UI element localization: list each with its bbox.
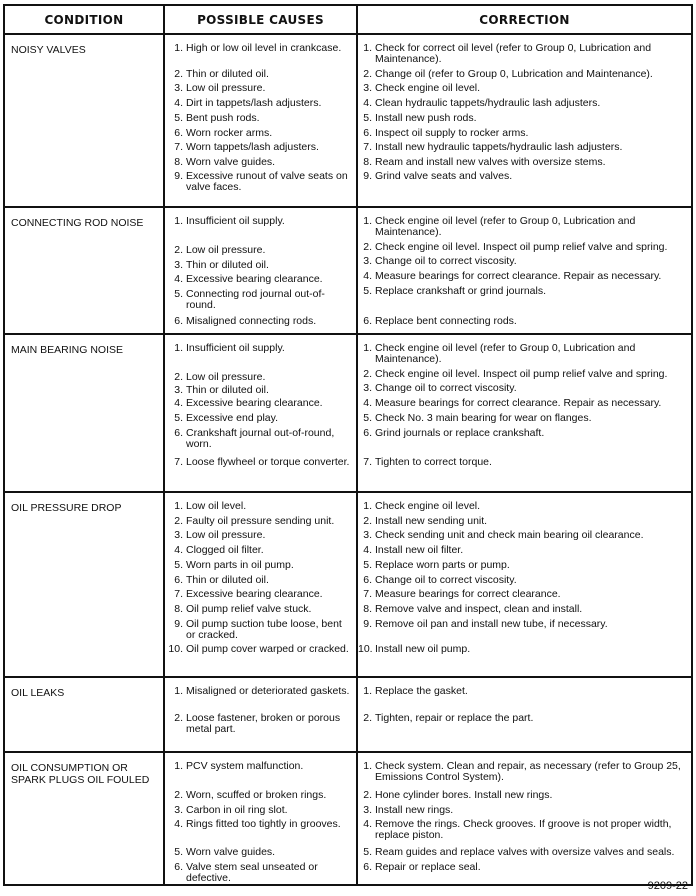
correction-item	[358, 286, 689, 297]
cause-item	[165, 686, 354, 697]
correction-number: 7.	[363, 588, 372, 600]
correction-number: 6.	[363, 127, 372, 139]
correction-text: Remove oil pan and install new tube, if necessary.	[375, 618, 608, 630]
cause-text: Excessive bearing clearance.	[186, 588, 323, 600]
cause-item	[165, 245, 354, 256]
cause-number: 7.	[174, 456, 183, 468]
correction-number: 1.	[363, 685, 372, 697]
header-causes: POSSIBLE CAUSES	[164, 5, 357, 34]
cause-item	[165, 83, 354, 94]
cause-item	[165, 604, 354, 615]
cause-number: 1.	[174, 342, 183, 354]
correction-number: 5.	[363, 846, 372, 858]
correction-item	[358, 847, 689, 858]
cause-item	[165, 260, 354, 271]
correction-number: 1.	[363, 342, 372, 354]
cause-text: Oil pump cover warped or cracked.	[186, 643, 349, 655]
cause-item	[165, 847, 354, 858]
cause-number: 4.	[174, 273, 183, 285]
cause-text: Thin or diluted oil.	[186, 259, 269, 271]
cause-item	[165, 216, 354, 227]
cause-item	[165, 128, 354, 139]
condition-cell: OIL PRESSURE DROP	[4, 492, 164, 677]
correction-text: Grind valve seats and valves.	[375, 170, 513, 182]
correction-text: Measure bearings for correct clearance.	[375, 588, 561, 600]
cause-text: Low oil pressure.	[186, 82, 266, 94]
correction-number: 1.	[363, 215, 372, 227]
cause-number: 2.	[174, 789, 183, 801]
correction-item	[358, 343, 689, 365]
correction-number: 8.	[363, 156, 372, 168]
cause-text: Excessive bearing clearance.	[186, 397, 323, 409]
cause-item	[165, 516, 354, 527]
correction-number: 2.	[363, 789, 372, 801]
cause-item	[165, 372, 354, 383]
correction-number: 2.	[363, 368, 372, 380]
cause-number: 5.	[174, 846, 183, 858]
correction-text: Repair or replace seal.	[375, 861, 481, 873]
correction-text: Install new sending unit.	[375, 515, 488, 527]
cause-number: 2.	[174, 244, 183, 256]
cause-number: 2.	[174, 371, 183, 383]
figure-number: 9209-22	[647, 880, 688, 892]
cause-number: 1.	[174, 215, 183, 227]
correction-text: Check sending unit and check main bearing oil clearance.	[375, 529, 644, 541]
correction-item	[358, 644, 689, 655]
cause-item	[165, 98, 354, 109]
correction-item	[358, 69, 689, 80]
cause-text: Low oil pressure.	[186, 529, 266, 541]
cause-item	[165, 560, 354, 571]
correction-number: 3.	[363, 382, 372, 394]
correction-text: Check engine oil level.	[375, 82, 481, 94]
correction-item	[358, 142, 689, 153]
condition-cell: OIL LEAKS	[4, 677, 164, 752]
cause-item	[165, 501, 354, 512]
cause-item	[165, 69, 354, 80]
correction-item	[358, 530, 689, 541]
correction-text: Check engine oil level (refer to Group 0, Lubrication and Maintenance).	[375, 215, 636, 238]
cause-item	[165, 805, 354, 816]
header-row	[4, 5, 692, 34]
correction-item	[358, 604, 689, 615]
cause-text: Connecting rod journal out-of-round.	[186, 288, 325, 311]
correction-number: 4.	[363, 818, 372, 830]
correction-text: Check engine oil level (refer to Group 0, Lubrication and Maintenance).	[375, 342, 636, 365]
correction-number: 6.	[363, 861, 372, 873]
header-condition: CONDITION	[4, 5, 164, 34]
correction-item	[358, 589, 689, 600]
correction-number: 6.	[363, 574, 372, 586]
cause-item	[165, 43, 354, 54]
cause-number: 1.	[174, 42, 183, 54]
correction-number: 3.	[363, 804, 372, 816]
correction-cell	[357, 334, 692, 492]
cause-text: Low oil level.	[186, 500, 247, 512]
correction-number: 6.	[363, 427, 372, 439]
correction-text: Measure bearings for correct clearance. Repair as necessary.	[375, 397, 662, 409]
cause-text: Thin or diluted oil.	[186, 574, 269, 586]
correction-text: Change oil to correct viscosity.	[375, 574, 517, 586]
correction-text: Clean hydraulic tappets/hydraulic lash adjusters.	[375, 97, 601, 109]
cause-text: Excessive runout of valve seats on valve faces.	[186, 170, 348, 193]
correction-cell	[357, 492, 692, 677]
cause-text: Rings fitted too tightly in grooves.	[186, 818, 341, 830]
cause-number: 7.	[174, 141, 183, 153]
correction-text: Remove valve and inspect, clean and install.	[375, 603, 583, 615]
causes-cell	[164, 752, 357, 885]
causes-cell	[164, 34, 357, 207]
correction-text: Grind journals or replace crankshaft.	[375, 427, 545, 439]
correction-item	[358, 369, 689, 380]
cause-number: 3.	[174, 529, 183, 541]
cause-number: 6.	[174, 574, 183, 586]
cause-item	[165, 428, 354, 450]
correction-text: Replace bent connecting rods.	[375, 315, 517, 327]
correction-number: 3.	[363, 82, 372, 94]
cause-text: Valve stem seal unseated or defective.	[186, 861, 318, 884]
cause-item	[165, 413, 354, 424]
cause-number: 2.	[174, 712, 183, 724]
correction-item	[358, 383, 689, 394]
correction-text: Check engine oil level.	[375, 500, 481, 512]
cause-text: Thin or diluted oil.	[186, 384, 269, 396]
correction-text: Hone cylinder bores. Install new rings.	[375, 789, 553, 801]
correction-text: Tighten to correct torque.	[375, 456, 492, 468]
correction-text: Install new hydraulic tappets/hydraulic lash adjusters.	[375, 141, 623, 153]
cause-number: 10.	[168, 643, 183, 655]
table-row	[4, 334, 692, 492]
correction-number: 4.	[363, 97, 372, 109]
cause-text: Low oil pressure.	[186, 371, 266, 383]
correction-text: Remove the rings. Check grooves. If groove is not proper width, replace piston.	[375, 818, 672, 841]
cause-number: 1.	[174, 685, 183, 697]
cause-text: Carbon in oil ring slot.	[186, 804, 288, 816]
cause-item	[165, 862, 354, 884]
correction-item	[358, 501, 689, 512]
correction-item	[358, 713, 689, 724]
correction-number: 4.	[363, 397, 372, 409]
cause-item	[165, 343, 354, 354]
correction-number: 4.	[363, 544, 372, 556]
table-row	[4, 677, 692, 752]
causes-cell	[164, 334, 357, 492]
condition-cell: OIL CONSUMPTION OR SPARK PLUGS OIL FOULED	[4, 752, 164, 885]
correction-number: 2.	[363, 68, 372, 80]
correction-text: Ream and install new valves with oversize stems.	[375, 156, 606, 168]
cause-item	[165, 142, 354, 153]
cause-text: Worn rocker arms.	[186, 127, 273, 139]
correction-number: 3.	[363, 255, 372, 267]
cause-text: Oil pump suction tube loose, bent or cracked.	[186, 618, 342, 641]
cause-text: Insufficient oil supply.	[186, 342, 285, 354]
correction-number: 7.	[363, 456, 372, 468]
correction-number: 5.	[363, 559, 372, 571]
cause-item	[165, 790, 354, 801]
cause-number: 1.	[174, 760, 183, 772]
cause-number: 3.	[174, 82, 183, 94]
correction-number: 1.	[363, 500, 372, 512]
cause-number: 7.	[174, 588, 183, 600]
correction-text: Install new oil filter.	[375, 544, 464, 556]
correction-number: 3.	[363, 529, 372, 541]
cause-text: Misaligned or deteriorated gaskets.	[186, 685, 350, 697]
cause-text: Insufficient oil supply.	[186, 215, 285, 227]
cause-number: 5.	[174, 112, 183, 124]
correction-number: 1.	[363, 760, 372, 772]
cause-item	[165, 575, 354, 586]
correction-number: 9.	[363, 618, 372, 630]
cause-item	[165, 398, 354, 409]
cause-text: Oil pump relief valve stuck.	[186, 603, 312, 615]
cause-item	[165, 157, 354, 168]
cause-item	[165, 316, 354, 327]
correction-text: Check for correct oil level (refer to Group 0, Lubrication and Maintenance).	[375, 42, 652, 65]
cause-text: Loose fastener, broken or porous metal part.	[186, 712, 341, 735]
correction-text: Change oil to correct viscosity.	[375, 382, 517, 394]
cause-number: 2.	[174, 515, 183, 527]
cause-text: Worn, scuffed or broken rings.	[186, 789, 327, 801]
correction-cell	[357, 677, 692, 752]
correction-item	[358, 545, 689, 556]
correction-item	[358, 761, 689, 783]
cause-text: Crankshaft journal out-of-round, worn.	[186, 427, 335, 450]
cause-number: 5.	[174, 412, 183, 424]
cause-item	[165, 274, 354, 285]
correction-text: Change oil (refer to Group 0, Lubrication and Maintenance).	[375, 68, 653, 80]
correction-item	[358, 171, 689, 182]
cause-text: Thin or diluted oil.	[186, 68, 269, 80]
cause-text: High or low oil level in crankcase.	[186, 42, 342, 54]
cause-number: 6.	[174, 427, 183, 439]
cause-item	[165, 530, 354, 541]
cause-item	[165, 113, 354, 124]
cause-item	[165, 457, 354, 468]
correction-item	[358, 128, 689, 139]
cause-item	[165, 761, 354, 772]
correction-text: Check No. 3 main bearing for wear on flanges.	[375, 412, 592, 424]
cause-text: Loose flywheel or torque converter.	[186, 456, 350, 468]
diagnosis-table	[3, 4, 693, 886]
correction-text: Install new push rods.	[375, 112, 477, 124]
cause-item	[165, 713, 354, 735]
correction-number: 8.	[363, 603, 372, 615]
cause-number: 6.	[174, 861, 183, 873]
cause-text: Clogged oil filter.	[186, 544, 264, 556]
correction-item	[358, 862, 689, 873]
correction-number: 2.	[363, 241, 372, 253]
correction-cell	[357, 207, 692, 334]
cause-number: 3.	[174, 384, 183, 396]
correction-item	[358, 428, 689, 439]
correction-item	[358, 790, 689, 801]
correction-text: Check engine oil level. Inspect oil pump relief valve and spring.	[375, 241, 668, 253]
cause-text: Misaligned connecting rods.	[186, 315, 317, 327]
correction-text: Inspect oil supply to rocker arms.	[375, 127, 529, 139]
cause-text: Worn valve guides.	[186, 846, 276, 858]
correction-text: Ream guides and replace valves with oversize valves and seals.	[375, 846, 675, 858]
correction-number: 6.	[363, 315, 372, 327]
cause-number: 5.	[174, 288, 183, 300]
cause-number: 6.	[174, 127, 183, 139]
causes-cell	[164, 207, 357, 334]
cause-item	[165, 545, 354, 556]
header-correction: CORRECTION	[357, 5, 692, 34]
table-row	[4, 34, 692, 207]
cause-text: Bent push rods.	[186, 112, 260, 124]
correction-item	[358, 686, 689, 697]
cause-number: 1.	[174, 500, 183, 512]
correction-text: Install new rings.	[375, 804, 454, 816]
correction-item	[358, 560, 689, 571]
correction-number: 7.	[363, 141, 372, 153]
correction-cell	[357, 752, 692, 885]
correction-number: 4.	[363, 270, 372, 282]
correction-number: 5.	[363, 412, 372, 424]
cause-text: Faulty oil pressure sending unit.	[186, 515, 335, 527]
correction-text: Check system. Clean and repair, as necessary (refer to Group 25, Emissions Control System).	[375, 760, 681, 783]
cause-text: Low oil pressure.	[186, 244, 266, 256]
correction-item	[358, 619, 689, 630]
correction-number: 2.	[363, 712, 372, 724]
cause-item	[165, 644, 354, 655]
cause-item	[165, 589, 354, 600]
cause-number: 3.	[174, 804, 183, 816]
cause-number: 6.	[174, 315, 183, 327]
cause-number: 5.	[174, 559, 183, 571]
cause-number: 4.	[174, 818, 183, 830]
correction-item	[358, 819, 689, 841]
correction-number: 10.	[358, 643, 373, 655]
cause-text: PCV system malfunction.	[186, 760, 304, 772]
correction-cell	[357, 34, 692, 207]
correction-item	[358, 242, 689, 253]
correction-item	[358, 256, 689, 267]
causes-cell	[164, 492, 357, 677]
correction-item	[358, 113, 689, 124]
cause-text: Dirt in tappets/lash adjusters.	[186, 97, 322, 109]
correction-item	[358, 575, 689, 586]
correction-text: Measure bearings for correct clearance. Repair as necessary.	[375, 270, 662, 282]
correction-text: Replace the gasket.	[375, 685, 468, 697]
correction-item	[358, 271, 689, 282]
correction-text: Replace crankshaft or grind journals.	[375, 285, 547, 297]
correction-item	[358, 398, 689, 409]
cause-number: 2.	[174, 68, 183, 80]
condition-cell: CONNECTING ROD NOISE	[4, 207, 164, 334]
correction-text: Check engine oil level. Inspect oil pump relief valve and spring.	[375, 368, 668, 380]
cause-number: 3.	[174, 259, 183, 271]
correction-item	[358, 316, 689, 327]
cause-number: 8.	[174, 603, 183, 615]
cause-item	[165, 619, 354, 641]
cause-number: 8.	[174, 156, 183, 168]
table-row	[4, 752, 692, 885]
cause-text: Worn tappets/lash adjusters.	[186, 141, 319, 153]
correction-item	[358, 413, 689, 424]
correction-item	[358, 516, 689, 527]
cause-number: 4.	[174, 544, 183, 556]
cause-item	[165, 819, 354, 830]
correction-text: Tighten, repair or replace the part.	[375, 712, 534, 724]
correction-number: 1.	[363, 42, 372, 54]
cause-text: Excessive bearing clearance.	[186, 273, 323, 285]
correction-number: 9.	[363, 170, 372, 182]
correction-text: Change oil to correct viscosity.	[375, 255, 517, 267]
condition-cell: MAIN BEARING NOISE	[4, 334, 164, 492]
cause-item	[165, 171, 354, 193]
correction-item	[358, 83, 689, 94]
correction-item	[358, 157, 689, 168]
condition-cell: NOISY VALVES	[4, 34, 164, 207]
table-row	[4, 207, 692, 334]
cause-number: 4.	[174, 97, 183, 109]
correction-item	[358, 457, 689, 468]
correction-number: 5.	[363, 285, 372, 297]
correction-text: Replace worn parts or pump.	[375, 559, 510, 571]
correction-item	[358, 805, 689, 816]
cause-item	[165, 289, 354, 311]
correction-number: 2.	[363, 515, 372, 527]
correction-text: Install new oil pump.	[375, 643, 471, 655]
correction-number: 5.	[363, 112, 372, 124]
cause-text: Worn valve guides.	[186, 156, 276, 168]
cause-item	[165, 385, 354, 396]
table-row	[4, 492, 692, 677]
correction-item	[358, 98, 689, 109]
correction-item	[358, 216, 689, 238]
cause-text: Worn parts in oil pump.	[186, 559, 294, 571]
cause-number: 9.	[174, 170, 183, 182]
cause-number: 4.	[174, 397, 183, 409]
causes-cell	[164, 677, 357, 752]
correction-item	[358, 43, 689, 65]
cause-number: 9.	[174, 618, 183, 630]
cause-text: Excessive end play.	[186, 412, 279, 424]
